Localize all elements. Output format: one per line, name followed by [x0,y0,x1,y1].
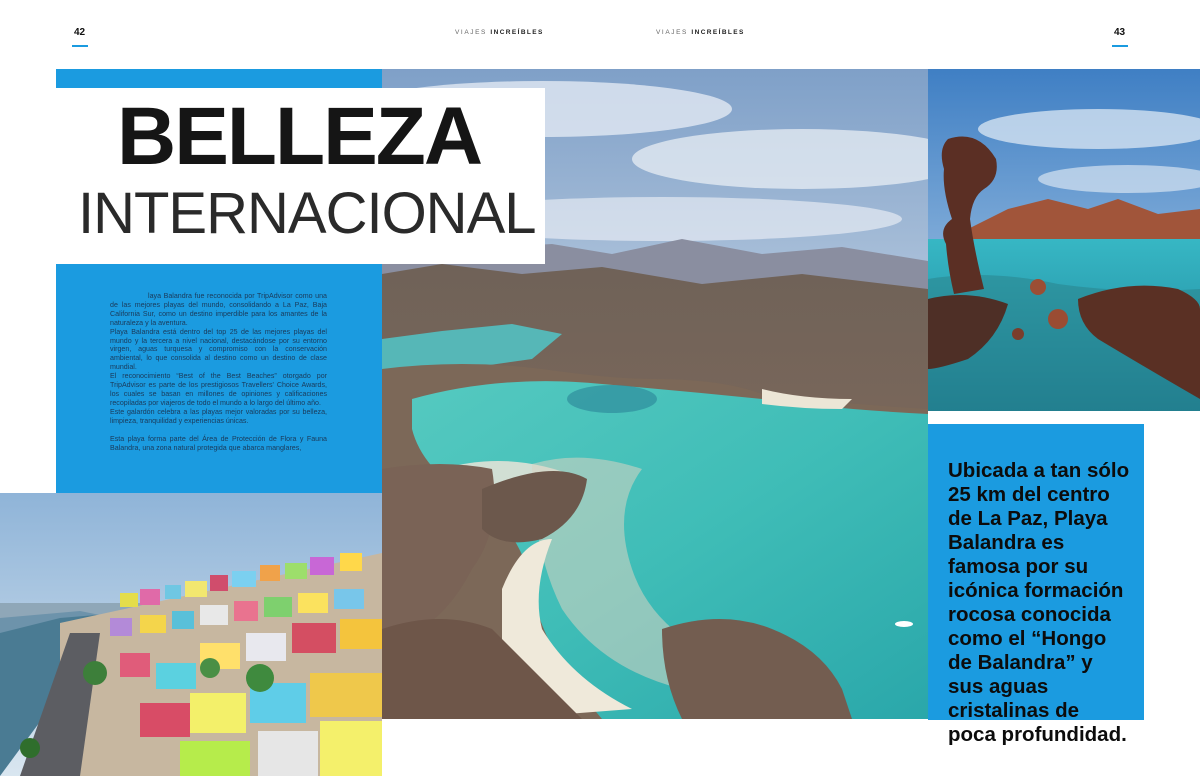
running-head-left-a: VIAJES [455,29,487,36]
article-title-line1: BELLEZA [117,91,482,182]
page-number-underline-left [72,45,88,47]
article-body [110,292,327,452]
accent-strip [56,69,382,89]
running-head-right [656,29,745,36]
la-paz-city-photo [0,493,382,776]
page-number-right: 43 [1114,27,1126,38]
page-number-left: 42 [74,27,86,38]
body-paragraph: Esta playa forma parte del Área de Protección de Flora y Fauna Balandra, una zona natural protegida que abarca manglares, [110,434,327,452]
body-paragraph: laya Balandra fue reconocida por TripAdvisor como una de las mejores playas del mundo, consolidando a La Paz, Baja California Sur, como un destino imperdible para los amantes de la naturaleza y la aventura. [110,292,327,327]
body-paragraph: Este galardón celebra a las playas mejor valoradas por su belleza, limpieza, tranquilidad y experiencias únicas. [110,407,327,425]
running-head-left [455,29,544,36]
mushroom-rock-photo [928,69,1200,411]
body-paragraph: El reconocimiento “Best of the Best Beaches” otorgado por TripAdvisor es parte de los prestigiosos Travellers' Choice Awards, los cuales se basan en millones de opiniones y calificaciones recopiladas por viajeros de todo el mundo a lo largo del último año. [110,372,327,407]
article-title-line2: INTERNACIONAL [78,181,536,246]
pull-quote-text: Ubicada a tan sólo 25 km del centro de La Paz, Playa Balandra es famosa por su icónica formación rocosa conocida como el “Hongo de Balandra” y sus aguas cristalinas de poca profundidad. [948,459,1130,746]
body-paragraph: Playa Balandra está dentro del top 25 de las mejores playas del mundo y la tercera a nivel nacional, destacándose por su entorno virgen, aguas turquesa y compromiso con la conservación ambiental, lo que consolida al destino como un destino de clase mundial. [110,327,327,372]
running-head-right-b: INCREÍBLES [691,29,745,36]
page-number-underline-right [1112,45,1128,47]
running-head-left-b: INCREÍBLES [490,29,544,36]
running-head-right-a: VIAJES [656,29,688,36]
